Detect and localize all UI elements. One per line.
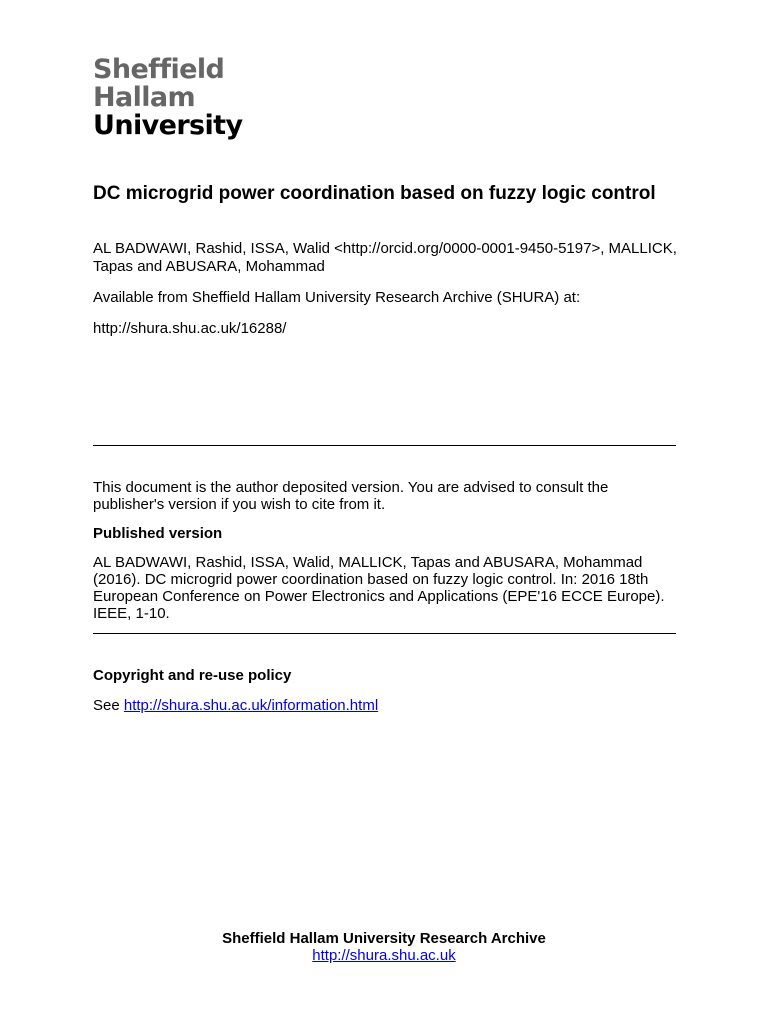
- copyright-see-line: [93, 697, 678, 715]
- deposit-notice: This document is the author deposited version. You are advised to consult the publisher's version if you wish to cite from it.: [93, 479, 609, 513]
- published-version-heading: Published version: [93, 525, 223, 542]
- information-link[interactable]: http://shura.shu.ac.uk/information.html: [123, 697, 379, 714]
- paper-title: DC microgrid power coordination based on fuzzy logic control: [93, 183, 656, 204]
- footer: [0, 930, 768, 964]
- logo-line-university: University: [93, 110, 243, 141]
- paper-authors: AL BADWAWI, Rashid, ISSA, Walid <http://orcid.org/0000-0001-9450-5197>, MALLICK, Tapas and ABUSARA, Mohammad: [93, 240, 677, 275]
- availability-statement: Available from Sheffield Hallam University Research Archive (SHURA) at:: [93, 289, 581, 306]
- footer-title: Sheffield Hallam University Research Archive: [222, 930, 546, 947]
- divider-bottom: [93, 633, 676, 634]
- logo-line-sheffield: Sheffield: [93, 54, 225, 85]
- published-citation: AL BADWAWI, Rashid, ISSA, Walid, MALLICK, Tapas and ABUSARA, Mohammad (2016). DC microgrid power coordination based on fuzzy logic control. In: 2016 18th European Conference on Power Electronics and Applications (EPE'16 ECCE Europe). IEEE, 1-10.: [93, 554, 665, 622]
- copyright-heading: Copyright and re-use policy: [93, 667, 292, 684]
- archive-link[interactable]: http://shura.shu.ac.uk: [312, 947, 456, 964]
- logo-line-hallam: Hallam: [93, 82, 196, 113]
- university-logo: [93, 56, 268, 140]
- paper-url: http://shura.shu.ac.uk/16288/: [93, 320, 287, 337]
- divider-top: [93, 445, 676, 446]
- copyright-see-label: See: [93, 697, 124, 714]
